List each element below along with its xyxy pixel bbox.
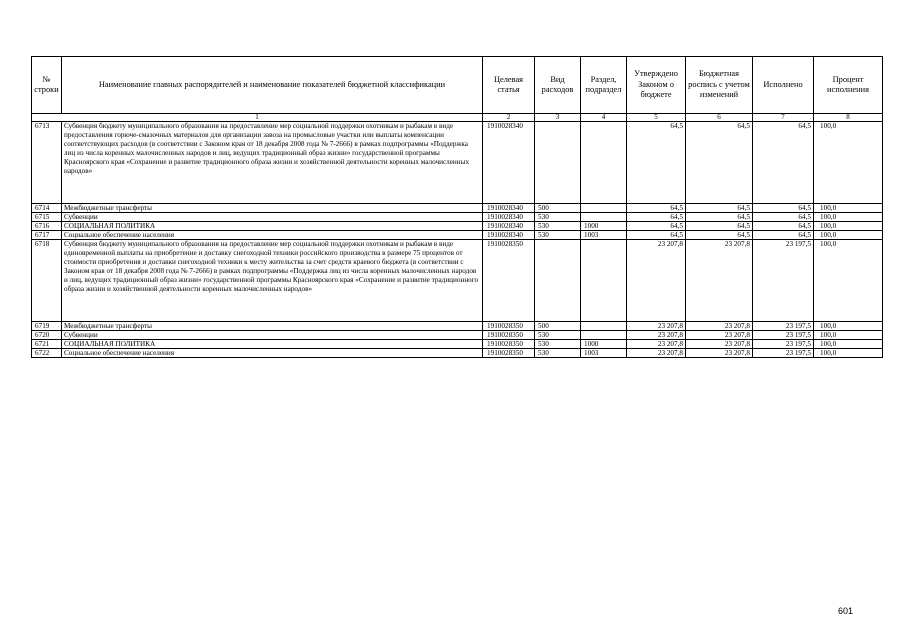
- column-number: 5: [627, 114, 686, 122]
- expense-type: 530: [535, 231, 581, 240]
- row-number: 6719: [32, 322, 62, 331]
- section-code: 1000: [581, 222, 627, 231]
- row-number: 6715: [32, 213, 62, 222]
- row-number: 6718: [32, 240, 62, 322]
- budget-execution-table: [31, 56, 883, 358]
- execution-percent: 100,0: [814, 204, 883, 213]
- row-name: Субвенция бюджету муниципального образования на предоставление мер социальной поддержки охотникам и рыбакам в виде предоставления горюче-смазочных материалов для организации завоза на промысловые участки или выплаты компенсации соответствующих расходов (в соответствии с Законом края от 18 декабря 2008 года № 7-2666) в рамках подпрограммы «Поддержка лиц из числа коренных малочисленных народов и лиц, ведущих традиционный образ жизни» государственной программы Красноярского края «Сохранение и развитие традиционного образа жизни и хозяйственной деятельности коренных малочисленных народов»: [62, 122, 483, 204]
- section-code: [581, 240, 627, 322]
- section-code: [581, 322, 627, 331]
- table-row: [32, 204, 883, 213]
- header-budget-schedule: Бюджетная роспись с учетом изменений: [686, 57, 753, 114]
- approved-amount: 23 207,8: [627, 322, 686, 331]
- approved-amount: 23 207,8: [627, 340, 686, 349]
- expense-type: 500: [535, 322, 581, 331]
- target-article: 1910028340: [483, 213, 535, 222]
- budget-amount: 64,5: [686, 213, 753, 222]
- expense-type: 530: [535, 331, 581, 340]
- target-article: 1910028340: [483, 122, 535, 204]
- execution-percent: 100,0: [814, 240, 883, 322]
- row-number: 6714: [32, 204, 62, 213]
- budget-amount: 23 207,8: [686, 240, 753, 322]
- section-code: [581, 122, 627, 204]
- target-article: 1910028350: [483, 349, 535, 358]
- header-name: Наименование главных распорядителей и наименование показателей бюджетной классификации: [62, 57, 483, 114]
- target-article: 1910028340: [483, 222, 535, 231]
- row-number: 6717: [32, 231, 62, 240]
- approved-amount: 23 207,8: [627, 240, 686, 322]
- executed-amount: 64,5: [753, 231, 814, 240]
- approved-amount: 64,5: [627, 231, 686, 240]
- expense-type: [535, 240, 581, 322]
- row-number: 6720: [32, 331, 62, 340]
- header-row: [32, 57, 883, 114]
- table-row: [32, 240, 883, 322]
- approved-amount: 64,5: [627, 222, 686, 231]
- target-article: 1910028350: [483, 340, 535, 349]
- budget-amount: 23 207,8: [686, 322, 753, 331]
- executed-amount: 64,5: [753, 122, 814, 204]
- target-article: 1910028340: [483, 204, 535, 213]
- table-row: [32, 231, 883, 240]
- header-target-article: Целевая статья: [483, 57, 535, 114]
- column-number: 4: [581, 114, 627, 122]
- budget-amount: 23 207,8: [686, 349, 753, 358]
- column-number-row: [32, 114, 883, 122]
- row-number: 6713: [32, 122, 62, 204]
- column-number: 1: [32, 114, 483, 122]
- execution-percent: 100,0: [814, 340, 883, 349]
- execution-percent: 100,0: [814, 222, 883, 231]
- row-number: 6716: [32, 222, 62, 231]
- row-name: Социальное обеспечение населения: [62, 231, 483, 240]
- approved-amount: 23 207,8: [627, 349, 686, 358]
- row-number: 6721: [32, 340, 62, 349]
- target-article: 1910028340: [483, 231, 535, 240]
- header-expense-type: Вид расходов: [535, 57, 581, 114]
- approved-amount: 64,5: [627, 213, 686, 222]
- table-row: [32, 349, 883, 358]
- row-name: Социальное обеспечение населения: [62, 349, 483, 358]
- section-code: [581, 213, 627, 222]
- header-executed: Исполнено: [753, 57, 814, 114]
- column-number: 3: [535, 114, 581, 122]
- page-number: 601: [838, 606, 854, 616]
- section-code: 1003: [581, 231, 627, 240]
- execution-percent: 100,0: [814, 349, 883, 358]
- expense-type: 500: [535, 204, 581, 213]
- table-row: [32, 222, 883, 231]
- executed-amount: 23 197,5: [753, 331, 814, 340]
- table-row: [32, 340, 883, 349]
- table-row: [32, 122, 883, 204]
- approved-amount: 23 207,8: [627, 331, 686, 340]
- target-article: 1910028350: [483, 331, 535, 340]
- row-name: Межбюджетные трансферты: [62, 204, 483, 213]
- target-article: 1910028350: [483, 322, 535, 331]
- executed-amount: 64,5: [753, 222, 814, 231]
- row-name: Субвенции: [62, 213, 483, 222]
- budget-amount: 23 207,8: [686, 340, 753, 349]
- budget-amount: 64,5: [686, 204, 753, 213]
- budget-amount: 64,5: [686, 231, 753, 240]
- executed-amount: 23 197,5: [753, 322, 814, 331]
- execution-percent: 100,0: [814, 231, 883, 240]
- table-row: [32, 322, 883, 331]
- column-number: 2: [483, 114, 535, 122]
- table-row: [32, 213, 883, 222]
- header-approved: Утверждено Законом о бюджете: [627, 57, 686, 114]
- table-row: [32, 331, 883, 340]
- execution-percent: 100,0: [814, 122, 883, 204]
- expense-type: 530: [535, 222, 581, 231]
- executed-amount: 23 197,5: [753, 349, 814, 358]
- approved-amount: 64,5: [627, 122, 686, 204]
- expense-type: [535, 122, 581, 204]
- row-name: СОЦИАЛЬНАЯ ПОЛИТИКА: [62, 222, 483, 231]
- row-name: Субвенции: [62, 331, 483, 340]
- column-number: 7: [753, 114, 814, 122]
- executed-amount: 64,5: [753, 204, 814, 213]
- budget-amount: 23 207,8: [686, 331, 753, 340]
- executed-amount: 23 197,5: [753, 240, 814, 322]
- column-number: 6: [686, 114, 753, 122]
- expense-type: 530: [535, 349, 581, 358]
- row-name: СОЦИАЛЬНАЯ ПОЛИТИКА: [62, 340, 483, 349]
- column-number: 8: [814, 114, 883, 122]
- target-article: 1910028350: [483, 240, 535, 322]
- execution-percent: 100,0: [814, 322, 883, 331]
- budget-amount: 64,5: [686, 122, 753, 204]
- expense-type: 530: [535, 213, 581, 222]
- section-code: 1003: [581, 349, 627, 358]
- row-name: Межбюджетные трансферты: [62, 322, 483, 331]
- section-code: [581, 204, 627, 213]
- section-code: 1000: [581, 340, 627, 349]
- header-section: Раздел, подраздел: [581, 57, 627, 114]
- budget-table-container: [31, 56, 882, 358]
- execution-percent: 100,0: [814, 213, 883, 222]
- execution-percent: 100,0: [814, 331, 883, 340]
- budget-amount: 64,5: [686, 222, 753, 231]
- executed-amount: 64,5: [753, 213, 814, 222]
- header-percent: Процент исполнения: [814, 57, 883, 114]
- expense-type: 530: [535, 340, 581, 349]
- section-code: [581, 331, 627, 340]
- row-name: Субвенция бюджету муниципального образования на предоставление мер социальной поддержки охотникам и рыбакам в виде единовременной выплаты на приобретение и доставку снегоходной техники российского производства в размере 75 процентов от стоимости приобретения и доставки снегоходной техники к месту жительства за счет средств краевого бюджета (в соответствии с Законом края от 18 декабря 2008 года № 7-2666) в рамках подпрограммы «Поддержка лиц из числа коренных малочисленных народов и лиц, ведущих традиционный образ жизни» государственной программы Красноярского края «Сохранение и развитие традиционного образа жизни и хозяйственной деятельности коренных малочисленных народов»: [62, 240, 483, 322]
- executed-amount: 23 197,5: [753, 340, 814, 349]
- row-number: 6722: [32, 349, 62, 358]
- header-row-number: № строки: [32, 57, 62, 114]
- approved-amount: 64,5: [627, 204, 686, 213]
